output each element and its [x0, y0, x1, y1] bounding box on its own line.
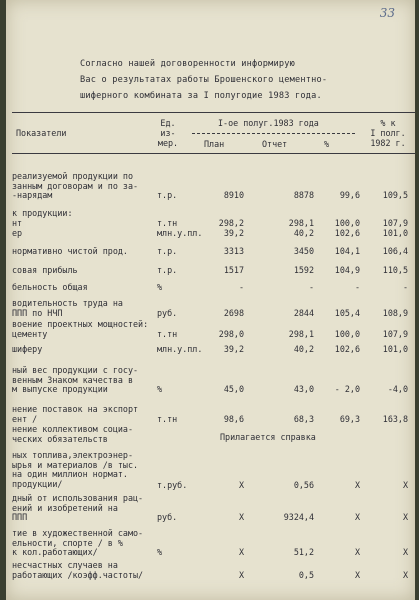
cell-plan: 298,2 — [218, 218, 244, 228]
cell-prev: Х — [402, 570, 408, 580]
cell-plan: Х — [238, 480, 244, 490]
cell-unit: т.тн — [157, 218, 178, 228]
header-fact: Отчет — [262, 139, 288, 149]
row-label: ных топлива,электроэнер- ырья и материалов /в тыс. на один миллион нормат. продукции/ — [12, 450, 139, 489]
cell-prev: 108,9 — [382, 308, 408, 318]
cell-plan: Х — [238, 547, 244, 557]
table-top-rule — [12, 112, 415, 113]
row-note: Прилагается справка — [220, 432, 316, 442]
row-label: дный от использования рац- ений и изобретений на ППП — [12, 493, 144, 522]
cell-pct: Х — [354, 547, 360, 557]
row-label: реализуемой продукции по занным договорам и по за- -нарядам — [12, 171, 139, 200]
cell-pct: 104,9 — [334, 265, 360, 275]
row-label: водительность труда на ППП по НЧП — [12, 298, 123, 318]
cell-unit: т.р. — [157, 246, 178, 256]
cell-pct: 100,0 — [334, 218, 360, 228]
table-header-rule — [12, 153, 415, 154]
cell-pct: Х — [354, 480, 360, 490]
cell-prev: Х — [402, 512, 408, 522]
cell-plan: 39,2 — [223, 344, 244, 354]
row-label: воение проектных мощностей: цементу — [12, 319, 149, 339]
cell-prev: 106,4 — [382, 246, 408, 256]
cell-pct: 69,3 — [339, 414, 360, 424]
cell-pct: - — [354, 282, 360, 292]
intro-line: Вас о результатах работы Брошенского цементно- — [80, 75, 328, 85]
cell-pct: 99,6 — [339, 190, 360, 200]
row-label: бельность общая — [12, 282, 88, 292]
page-number: 33 — [379, 6, 395, 20]
cell-unit: млн.у.пл. — [157, 228, 203, 238]
intro-line: Согласно нашей договоренности информирую — [80, 59, 295, 69]
cell-unit: т.р. — [157, 190, 178, 200]
cell-fact: 2844 — [293, 308, 314, 318]
row-label: нение поставок на экспорт ент / — [12, 404, 139, 424]
cell-unit: % — [157, 282, 163, 292]
cell-unit: т.тн — [157, 414, 178, 424]
cell-prev: - — [402, 282, 408, 292]
cell-unit: руб. — [157, 512, 178, 522]
header-unit-line: мер. — [157, 138, 179, 148]
cell-plan: - — [238, 282, 244, 292]
cell-fact: 40,2 — [293, 344, 314, 354]
cell-prev: 107,9 — [382, 218, 408, 228]
cell-pct: Х — [354, 570, 360, 580]
cell-plan: 298,0 — [218, 329, 244, 339]
cell-unit: т.руб. — [157, 480, 188, 490]
cell-prev: 107,9 — [382, 329, 408, 339]
cell-plan: 98,6 — [223, 414, 244, 424]
header-period: I-ое полуг.1983 года — [218, 118, 319, 128]
cell-prev: Х — [402, 480, 408, 490]
cell-fact: 9324,4 — [283, 512, 314, 522]
row-label: тие в художественной само- ельности, спорте / в % к кол.работающих/ — [12, 528, 144, 557]
header-inner-rule — [192, 133, 355, 134]
cell-plan: 45,0 — [223, 384, 244, 394]
cell-fact: 1592 — [293, 265, 314, 275]
intro-line: шиферного комбината за I полугодие 1983 года. — [80, 91, 322, 101]
row-label: нение коллективом социа- ческих обязательств — [12, 424, 134, 444]
cell-pct: 105,4 — [334, 308, 360, 318]
cell-unit: руб. — [157, 308, 178, 318]
row-label: ный вес продукции с госу- венным Знаком качества в м выпуске продукции — [12, 365, 139, 394]
header-pct: % — [324, 139, 330, 149]
cell-fact: 298,1 — [288, 218, 314, 228]
cell-pct: Х — [354, 512, 360, 522]
cell-plan: Х — [238, 570, 244, 580]
header-plan: План — [204, 139, 225, 149]
cell-unit: млн.у.пл. — [157, 344, 203, 354]
cell-fact: - — [308, 282, 314, 292]
row-label: шиферу — [12, 344, 43, 354]
cell-prev: 110,5 — [382, 265, 408, 275]
row-label: нормативно чистой прод. — [12, 246, 128, 256]
intro-paragraph — [80, 56, 400, 104]
cell-pct: 104,1 — [334, 246, 360, 256]
cell-fact: 68,3 — [293, 414, 314, 424]
row-label: совая прибыль — [12, 265, 78, 275]
document-page — [6, 0, 415, 600]
cell-prev: 163,8 — [382, 414, 408, 424]
header-prev-line: I полг. — [370, 128, 406, 138]
cell-fact: 40,2 — [293, 228, 314, 238]
header-prev — [368, 118, 408, 148]
cell-prev: Х — [402, 547, 408, 557]
header-unit-line: из- — [160, 128, 176, 138]
cell-plan: 2698 — [223, 308, 244, 318]
header-prev-line: % к — [380, 118, 396, 128]
cell-fact: 43,0 — [293, 384, 314, 394]
cell-plan: Х — [238, 512, 244, 522]
cell-prev: 101,0 — [382, 344, 408, 354]
cell-unit: т.р. — [157, 265, 178, 275]
cell-fact: 8878 — [293, 190, 314, 200]
cell-plan: 8910 — [223, 190, 244, 200]
cell-prev: 101,0 — [382, 228, 408, 238]
cell-fact: 0,5 — [298, 570, 314, 580]
cell-unit: % — [157, 547, 163, 557]
cell-prev: 109,5 — [382, 190, 408, 200]
row-label: к продукции: нт — [12, 208, 73, 228]
row-label: несчастных случаев на работающих /коэфф.частоты/ — [12, 560, 144, 580]
header-prev-line: 1982 г. — [370, 138, 406, 148]
header-unit — [154, 118, 182, 148]
row-label: ер — [12, 228, 23, 238]
cell-unit: т.тн — [157, 329, 178, 339]
cell-pct: - 2,0 — [334, 384, 360, 394]
cell-prev: -4,0 — [387, 384, 408, 394]
cell-fact: 0,56 — [293, 480, 314, 490]
cell-plan: 3313 — [223, 246, 244, 256]
header-indicator: Показатели — [16, 128, 67, 138]
cell-pct: 102,6 — [334, 228, 360, 238]
cell-plan: 39,2 — [223, 228, 244, 238]
header-unit-line: Ед. — [160, 118, 176, 128]
cell-unit: % — [157, 384, 163, 394]
cell-fact: 51,2 — [293, 547, 314, 557]
cell-fact: 3450 — [293, 246, 314, 256]
cell-fact: 298,1 — [288, 329, 314, 339]
cell-pct: 100,0 — [334, 329, 360, 339]
cell-plan: 1517 — [223, 265, 244, 275]
cell-pct: 102,6 — [334, 344, 360, 354]
